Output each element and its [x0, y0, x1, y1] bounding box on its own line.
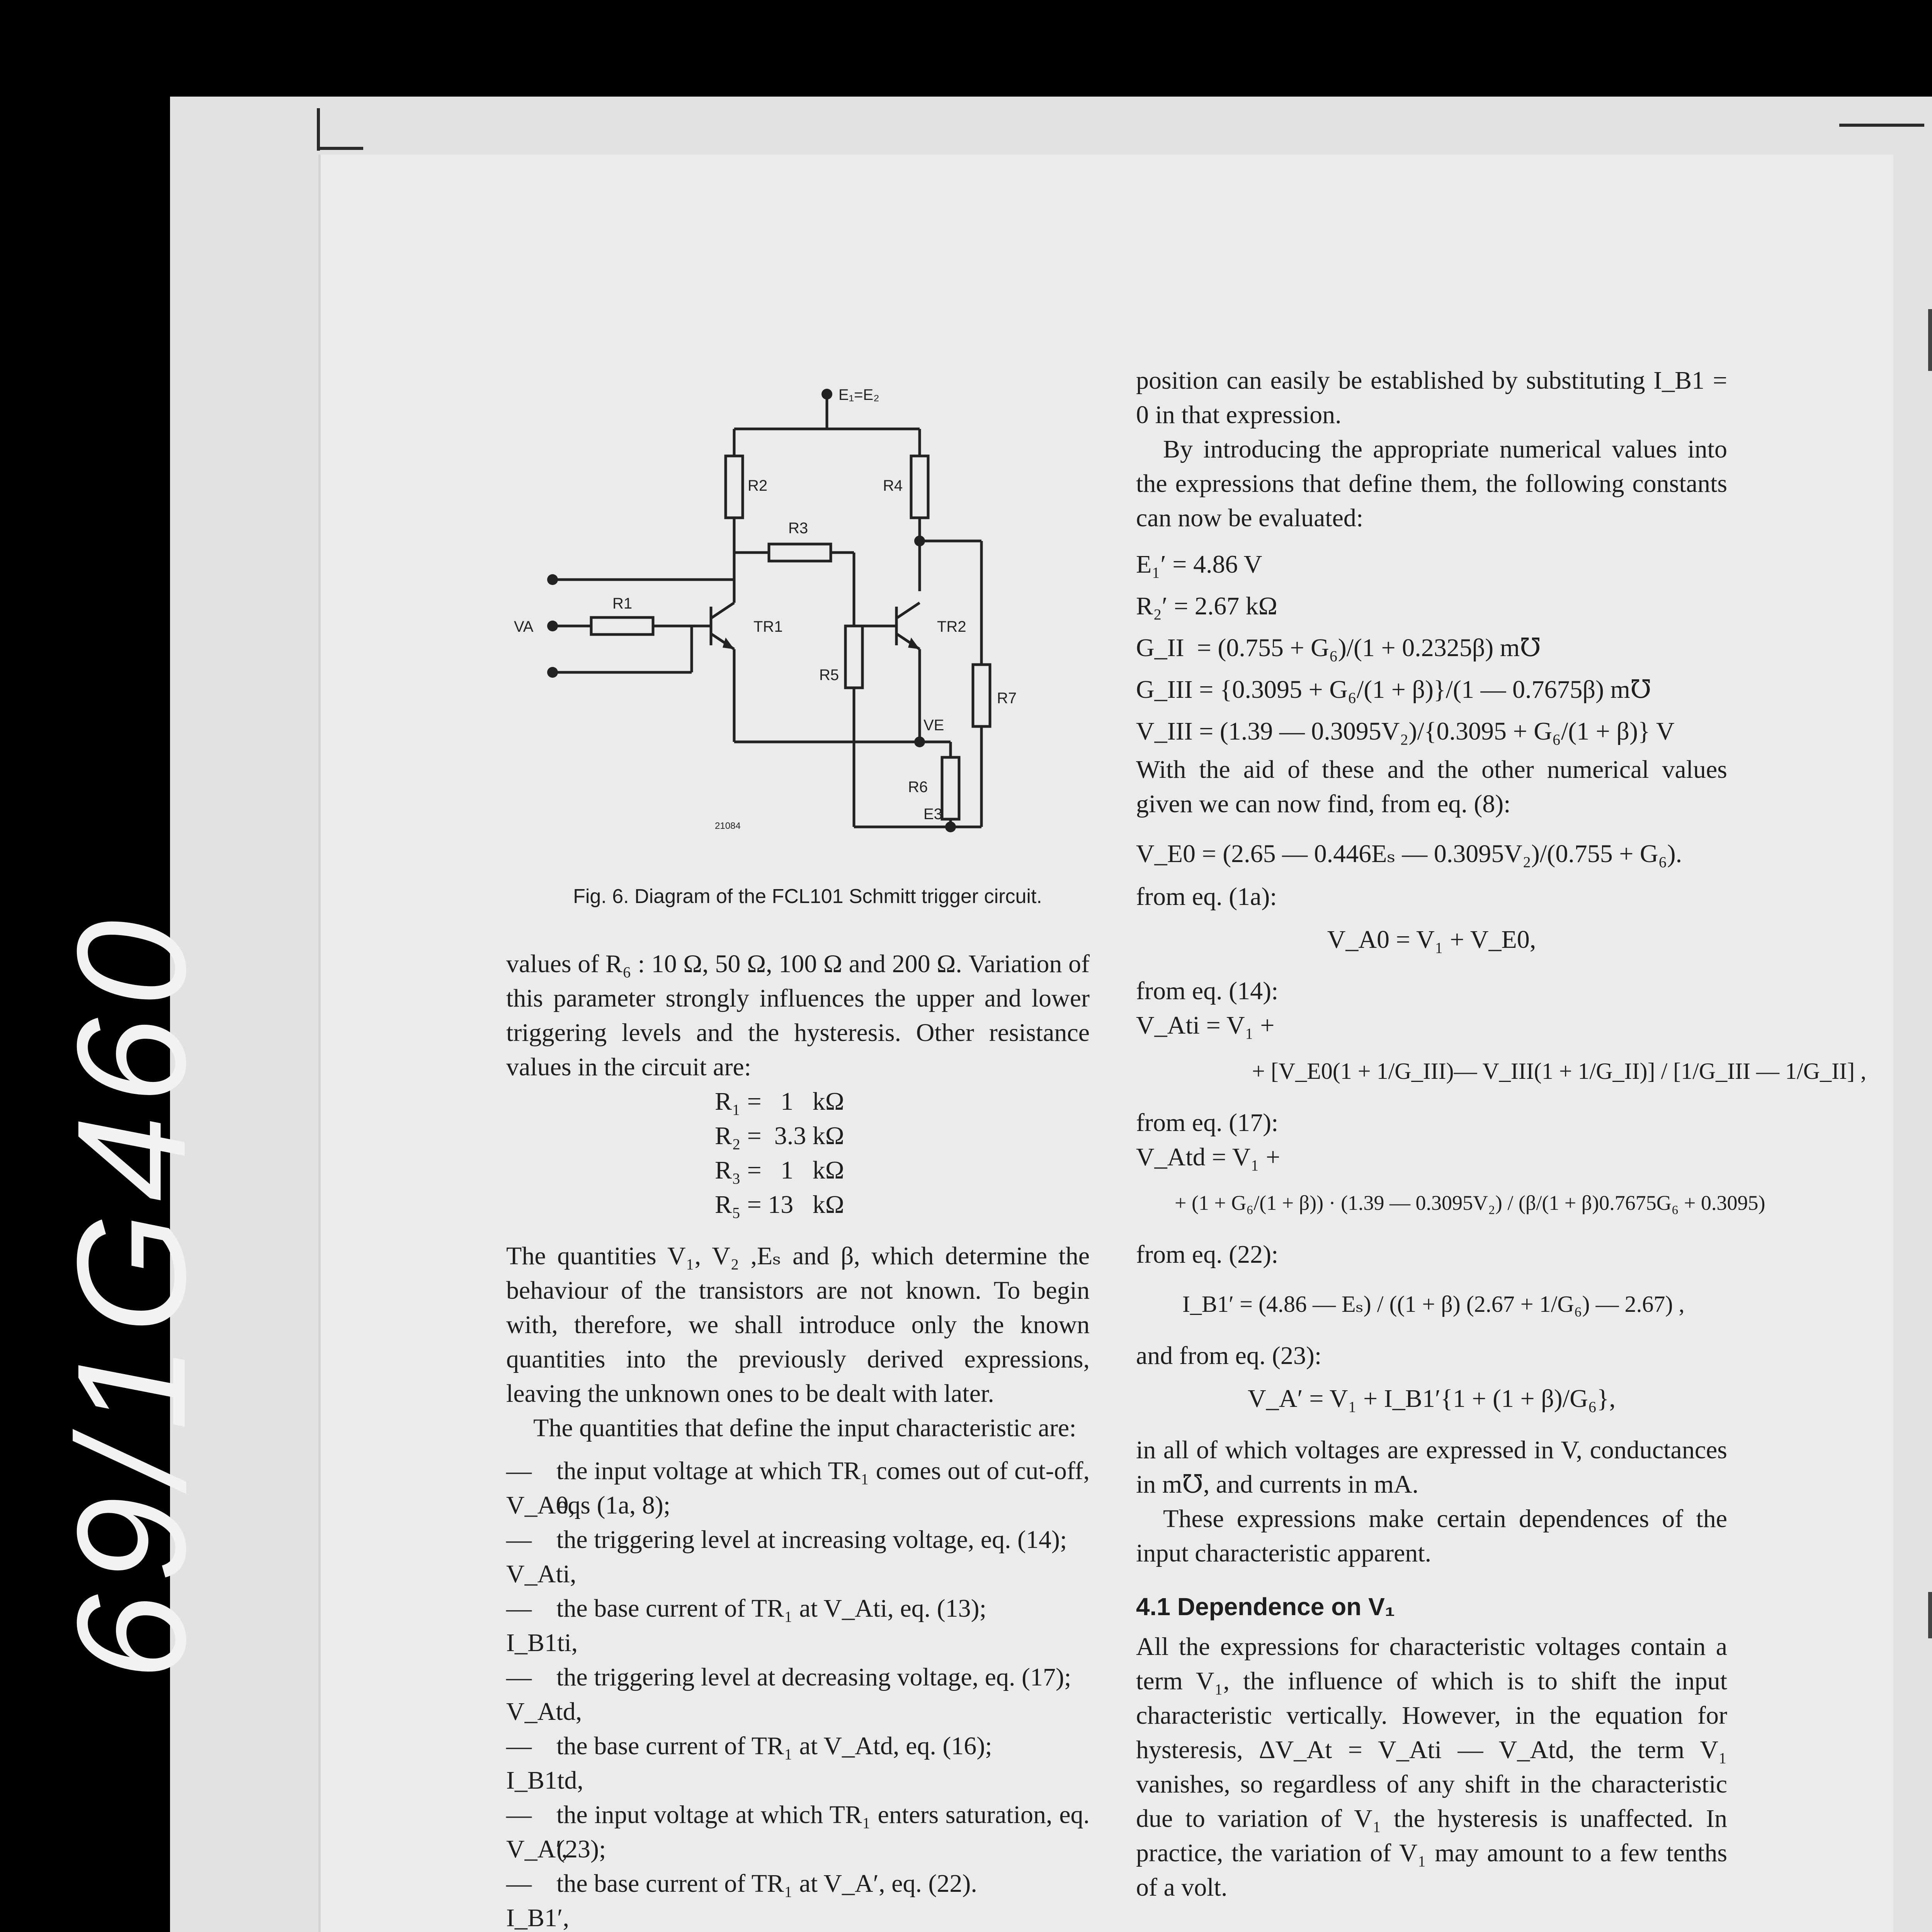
label-from-17: from eq. (17):: [1136, 1109, 1279, 1137]
list-item-text: the base current of TR₁ at V_Atd, eq. (16);: [556, 1732, 992, 1760]
list-item-text: the triggering level at decreasing voltage, eq. (17);: [556, 1663, 1071, 1691]
list-item-text: the base current of TR₁ at V_A′, eq. (22).: [556, 1869, 977, 1898]
list-item: [506, 1660, 1090, 1729]
label-r4: R4: [883, 477, 903, 494]
list-item-text: the input voltage at which TR₁ comes out of cut-off, eqs (1a, 8);: [556, 1457, 1090, 1519]
label-r1: R1: [612, 595, 633, 612]
node-supply: [821, 389, 832, 400]
resistor-value-r2: R₂ = 3.3 kΩ: [715, 1122, 844, 1150]
equation-17-line-2: + (1 + G₆/(1 + β)) · (1.39 — 0.3095V₂) / (β/(1 + β)0.7675G₆ + 0.3095): [1175, 1191, 1765, 1214]
label-r7: R7: [997, 690, 1017, 707]
constant-r2: R₂′ = 2.67 kΩ: [1136, 592, 1277, 620]
list-item-text: the base current of TR₁ at V_Ati, eq. (13);: [556, 1594, 986, 1622]
label-r2: R2: [748, 477, 768, 494]
tr1-collector: [711, 603, 734, 618]
right-column: [1136, 363, 1866, 1905]
label-from-22: from eq. (22):: [1136, 1240, 1279, 1269]
crop-mark-top-right: [1839, 124, 1924, 127]
list-item-term: — V_Ati,: [506, 1526, 577, 1588]
resistor-values: [506, 1084, 1090, 1222]
resistor-r1: [591, 617, 653, 634]
crop-mark-top-left: [317, 108, 320, 151]
right-paragraph-1: position can easily be established by substituting I_B1 = 0 in that expression.: [1136, 366, 1727, 429]
right-paragraph-2: By introducing the appropriate numerical values into the expressions that define them, the following constants can now be evaluated:: [1136, 435, 1727, 532]
label-from-14: from eq. (14):: [1136, 977, 1279, 1005]
list-item-term: — V_A′,: [506, 1801, 568, 1863]
list-item-term: — I_B1td,: [506, 1732, 583, 1794]
node-input-top: [547, 574, 558, 585]
node-tr2-collector: [914, 536, 925, 546]
film-edge-label: [23, 734, 240, 1855]
tr2-collector: [896, 603, 920, 618]
right-paragraph-6: All the expressions for characteristic voltages contain a term V₁, the influence of which is to shift the input characteristic vertically. However, in the equation for hysteresis, ΔV_At = V_Ati — V_Atd, the term V₁ vanishes, so regardless of any shift in the characteristic due to variation of V₁ the hysteresis is unaffected. In practice, the variation of V₁ may amount to a few tenths of a volt.: [1136, 1633, 1727, 1901]
label-e3: E3: [923, 806, 942, 823]
label-ve: VE: [923, 717, 944, 734]
list-item: [506, 1522, 1090, 1591]
label-from-23: and from eq. (23):: [1136, 1342, 1322, 1370]
list-item-text: the input voltage at which TR₁ enters saturation, eq. (23);: [556, 1801, 1090, 1863]
list-item-term: — V_A0,: [506, 1457, 575, 1519]
resistor-r5: [845, 626, 862, 688]
label-r5: R5: [819, 667, 839, 684]
resistor-value-r1: R₁ = 1 kΩ: [715, 1087, 844, 1116]
list-item-term: — I_B1′,: [506, 1869, 569, 1932]
label-r6: R6: [908, 779, 928, 796]
node-e3: [945, 821, 956, 832]
label-supply: E₁=E₂: [838, 386, 879, 403]
resistor-value-r3: R₃ = 1 kΩ: [715, 1156, 844, 1184]
right-paragraph-5: These expressions make certain dependences of the input characteristic apparent.: [1136, 1505, 1727, 1567]
resistor-r7: [973, 665, 990, 726]
equation-1a: V_A0 = V₁ + V_E0,: [1327, 925, 1536, 954]
label-tr1: TR1: [753, 618, 783, 635]
label-tr2: TR2: [937, 618, 966, 635]
node-ve: [914, 736, 925, 747]
quantity-list: [506, 1454, 1090, 1932]
label-r3: R3: [788, 520, 808, 537]
right-paragraph-4: in all of which voltages are expressed in V, conductances in m℧, and currents in mA.: [1136, 1436, 1727, 1498]
resistor-r4: [911, 456, 928, 518]
left-column: [506, 947, 1090, 1932]
label-from-1a: from eq. (1a):: [1136, 883, 1277, 911]
equation-14-line-1: V_Ati = V₁ +: [1136, 1011, 1275, 1039]
resistor-value-r5: R₅ = 13 kΩ: [715, 1190, 844, 1219]
schmitt-trigger-diagram: [514, 371, 1094, 858]
constant-e1: E₁′ = 4.86 V: [1136, 550, 1262, 578]
tr1-emitter-arrow: [723, 638, 734, 649]
list-item: [506, 1454, 1090, 1522]
left-paragraph-3: The quantities that define the input characteristic are:: [533, 1414, 1077, 1442]
left-paragraph-2: The quantities V₁, V₂ ,Eₛ and β, which determine the behaviour of the transistors are not known. To begin with, therefore, we shall introduce only the known quantities into the previously derived expressions, leaving the unknown ones to be dealt with later.: [506, 1242, 1090, 1408]
equation-14-line-2: + [V_E0(1 + 1/G_III)— V_III(1 + 1/G_II)] / [1/G_III — 1/G_II] ,: [1252, 1058, 1866, 1084]
edge-tick-right-2: [1928, 1592, 1932, 1638]
section-heading: 4.1 Dependence on V₁: [1136, 1593, 1395, 1621]
list-item: [506, 1591, 1090, 1660]
figure-caption: Fig. 6. Diagram of the FCL101 Schmitt trigger circuit.: [573, 885, 1042, 908]
list-item: [506, 1729, 1090, 1798]
list-item: [506, 1798, 1090, 1866]
list-item-text: the triggering level at increasing voltage, eq. (14);: [556, 1526, 1067, 1554]
edge-tick-right-1: [1928, 309, 1932, 371]
equation-8: V_E0 = (2.65 — 0.446Eₛ — 0.3095V₂)/(0.755 + G₆).: [1136, 840, 1682, 868]
constants-list: [1136, 544, 1727, 752]
edge-label-text: 69/1G460: [45, 908, 218, 1680]
resistor-r3: [769, 544, 831, 561]
equation-23: V_A′ = V₁ + I_B1′{1 + (1 + β)/G₆},: [1248, 1384, 1616, 1413]
node-input-va: [547, 621, 558, 631]
label-va: VA: [514, 618, 534, 635]
constant-g3: G_III = {0.3095 + G₆/(1 + β)}/(1 — 0.7675β) m℧: [1136, 675, 1651, 704]
crop-mark-top-left-h: [317, 147, 363, 150]
list-item-term: — I_B1ti,: [506, 1594, 578, 1657]
node-input-bottom: [547, 667, 558, 678]
label-code: 21084: [715, 821, 741, 831]
left-paragraph-1: values of R₆ : 10 Ω, 50 Ω, 100 Ω and 200 Ω. Variation of this parameter strongly influences the upper and lower triggering levels and the hysteresis. Other resistance values in the circuit are:: [506, 950, 1090, 1081]
list-item-term: — V_Atd,: [506, 1663, 582, 1726]
resistor-r2: [726, 456, 743, 518]
resistor-r6: [942, 757, 959, 819]
tr2-emitter-arrow: [908, 638, 920, 649]
constant-v3: V_III = (1.39 — 0.3095V₂)/{0.3095 + G₆/(1 + β)} V: [1136, 717, 1675, 745]
constant-g2: G_II = (0.755 + G₆)/(1 + 0.2325β) m℧: [1136, 634, 1541, 662]
list-item: [506, 1866, 1090, 1932]
equation-17-line-1: V_Atd = V₁ +: [1136, 1143, 1281, 1171]
equation-22: I_B1′ = (4.86 — Eₛ) / ((1 + β) (2.67 + 1/G₆) — 2.67) ,: [1182, 1291, 1685, 1317]
right-paragraph-3: With the aid of these and the other numerical values given we can now find, from eq. (8):: [1136, 755, 1727, 818]
